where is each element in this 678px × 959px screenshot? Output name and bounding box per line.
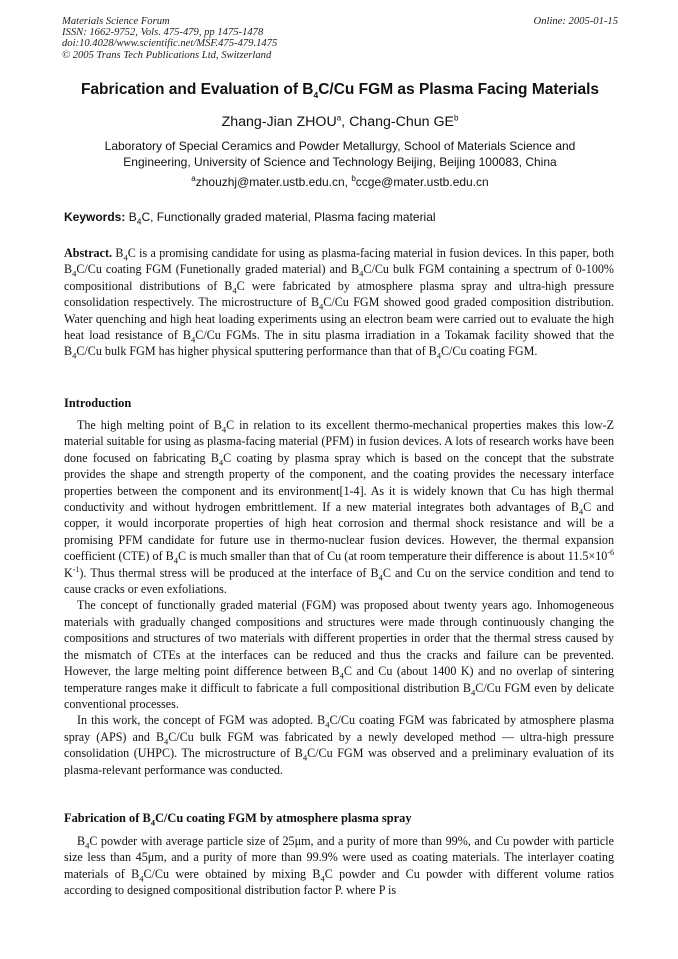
- abstract: Abstract. $B_4C$ is a promising candidate for using as plasma-facing material in fusion devices. In this paper, both $B_4C/Cu$ coating FGM (Funetionally graded material) and $B_4C/Cu$ bulk FGM containing a spectrum of 0-100% compositional distributions of $B_4C$ were fabricated by atmosphere plasma spray and ultra-high pressure consolidation respectively. The microstructure of $B_4C/Cu$ FGM showed good graded composition distribution. Water quenching and high heat loading experiments using an electron beam were carried out to evaluate the high heat load resistance of $B_4C/Cu$ FGMs. The in situ plasma irradiation in a Tokamak facility showed that the $B_4C/Cu$ bulk FGM has higher physical sputtering performance than that of $B_4C/Cu$ coating FGM.: [64, 246, 615, 361]
- online-date: Online: 2005-01-15: [533, 16, 618, 27]
- copyright-line: © 2005 Trans Tech Publications Ltd, Switzerland: [62, 49, 272, 61]
- keywords: Keywords: $B_4C$, Functionally graded material, Plasma facing material: [64, 210, 436, 227]
- affiliation: Laboratory of Special Ceramics and Powder Metallurgy, School of Materials Science and Engineering, University of Science and Technology Beijing, Beijing 100083, China: [104, 139, 576, 169]
- section-heading-introduction: Introduction: [64, 396, 132, 410]
- journal-name: Materials Science Forum: [62, 16, 170, 27]
- issn-line: ISSN: 1662-9752, Vols. 475-479, pp 1475-1478: [62, 27, 264, 39]
- author-1: Zhang-Jian ZHOU: [221, 114, 337, 130]
- email-a: zhouzhj@mater.ustb.edu.cn,: [195, 175, 352, 189]
- email-b: ccge@mater.ustb.edu.cn: [355, 175, 489, 189]
- doi-line: doi:10.4028/www.scientific.net/MSF.475-479.1475: [62, 38, 278, 50]
- section-heading-fabrication: Fabrication of $B_4C/Cu$ coating FGM by atmosphere plasma spray: [64, 811, 412, 828]
- author-list: Zhang-Jian ZHOU$^a$, Chang-Chun $GE^b$: [221, 113, 459, 130]
- author-2: Chang-Chun GE: [349, 114, 454, 130]
- keywords-label: Keywords:: [64, 210, 126, 224]
- paper-title: Fabrication and Evaluation of $B_4C/Cu$ FGM as Plasma Facing Materials: [80, 81, 600, 101]
- paragraph: $B_4C$ powder with average particle size of 25μm, and a purity of more than 99%, and Cu powder with particle size less than 45μm, and a purity of more than 99.9% were used as coating materials. The interlayer coating materials of $B_4C/Cu$ were obtained by mixing $B_4C$ powder and Cu powder with different volume ratios according to designed compositional distribution factor P. where P is: [64, 834, 614, 898]
- fabrication-body: [64, 833, 614, 899]
- journal-header: [62, 16, 618, 61]
- paragraph: The concept of functionally graded material (FGM) was proposed about twenty years ago. Inhomogeneous materials with gradually changed compositions and structures were made through continuously changing the compositions and structures of two materials with different properties in order that the thermal stress caused by the mismatch of CTEs at the interfaces can be reduced and thus the cracks and failure can be prevented. However, the large melting point difference between $B_4C$ and Cu (about 1400 K) and no overlap of sintering temperature ranges make it difficult to fabricate a full compositional distribution $B_4C/Cu$ FGM even by delicate conventional processes.: [64, 598, 615, 711]
- paragraph: In this work, the concept of FGM was adopted. $B_4C/Cu$ coating FGM was fabricated by atmosphere plasma spray (APS) and $B_4C/Cu$ bulk FGM was fabricated by a newly developed method — ultra-high pressure consolidation (UHPC). The microstructure of $B_4C/Cu$ FGM was observed and a preliminary evaluation of its plasma-relevant performance was conducted.: [64, 713, 614, 777]
- author-emails: $^a$zhouzhj@mater.ustb.edu.cn, $^b$ccge@mater.ustb.edu.cn: [191, 174, 489, 189]
- paragraph: The high melting point of $B_4C$ in relation to its excellent thermo-mechanical properties makes this low-Z material suitable for using as plasma-facing material (PFM) in fusion devices. A lots of research works have been done focused on fabricating $B_4C$ coating by plasma spray which is based on the concept that the substrate provides the shape and strength property of the component, and the coating provides the necessary interface properties between the component and its environment[1-4]. As it is widely known that Cu has high thermal conductivity and without hydrogen embrittlement. If a new material integrates both advantages of $B_4C$ and copper, it would incorporate properties of high heat corrosion and thermal shock resistance and will be a promising PFM candidate for future use in thermo-nuclear fusion devices. However, the thermal expansion coefficient (CTE) of $B_4C$ is much smaller than that of Cu (at room temperature their difference is about $11.5\times 10^{-6}$ $K^{-1}$). Thus thermal stress will be produced at the interface of $B_4C$ and Cu on the service condition and tend to cause cracks or even exfoliations.: [64, 418, 615, 597]
- introduction-body: [64, 417, 614, 778]
- abstract-label: Abstract.: [64, 246, 113, 260]
